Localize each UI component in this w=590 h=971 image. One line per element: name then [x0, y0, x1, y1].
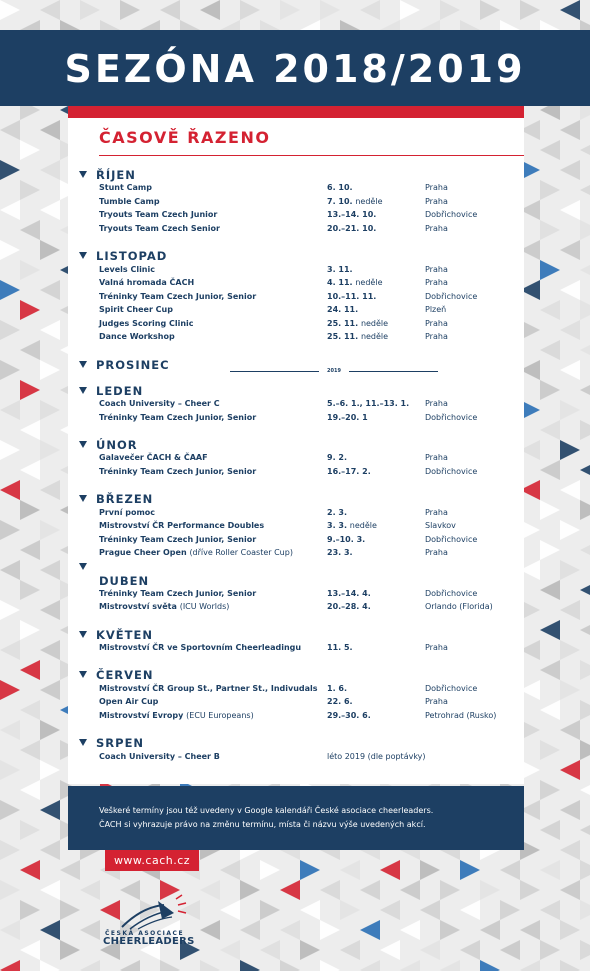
triangle-bullet-icon	[79, 631, 87, 638]
decorative-triangle	[320, 880, 340, 900]
event-row: Mistrovství ČR Group St., Partner St., Indivudals 1. 6. Dobřichovice	[99, 684, 478, 693]
decorative-triangle	[500, 900, 520, 920]
triangle-bullet-icon	[79, 495, 87, 502]
decorative-triangle	[160, 960, 180, 971]
decorative-triangle	[520, 960, 540, 971]
event-row: Tréninky Team Czech Junior, Senior 9.–10. 3. Dobřichovice	[99, 535, 478, 544]
decorative-triangle	[400, 880, 420, 900]
footer-notice	[68, 786, 524, 850]
decorative-triangle	[60, 900, 80, 920]
decorative-triangle	[580, 860, 590, 880]
month-heading-rijen: ŘÍJEN	[79, 168, 136, 182]
decorative-triangle	[520, 920, 540, 940]
decorative-triangle	[40, 720, 60, 740]
cach-logo: ČESKÁ ASOCIACE CHEERLEADERS	[102, 893, 222, 953]
month-heading-brezen: BŘEZEN	[79, 492, 153, 506]
decorative-triangle	[340, 900, 360, 920]
decorative-triangle	[580, 140, 590, 160]
decorative-triangle	[80, 920, 100, 940]
event-row: Valná hromada ČACH 4. 11. neděle Praha	[99, 278, 448, 287]
decorative-triangle	[440, 880, 460, 900]
year-separator-label: 2019	[319, 367, 349, 375]
decorative-triangle	[40, 880, 60, 900]
decorative-triangle	[0, 360, 20, 380]
decorative-triangle	[400, 920, 420, 940]
decorative-triangle	[580, 940, 590, 960]
event-row: První pomoc 2. 3. Praha	[99, 508, 448, 517]
decorative-triangle	[0, 880, 20, 900]
decorative-triangle	[300, 860, 320, 880]
month-heading-prosinec: PROSINEC	[79, 358, 170, 372]
decorative-triangle	[40, 840, 60, 860]
decorative-triangle	[560, 120, 580, 140]
decorative-triangle	[240, 920, 260, 940]
decorative-triangle	[40, 240, 60, 260]
triangle-bullet-icon	[79, 387, 87, 394]
event-row: Prague Cheer Open (dříve Roller Coaster Cup) 23. 3. Praha	[99, 548, 448, 557]
triangle-bullet-icon	[79, 563, 87, 570]
event-row: Galavečer ČACH & ČAAF 9. 2. Praha	[99, 453, 448, 462]
decorative-triangle	[160, 0, 180, 20]
decorative-triangle	[60, 860, 80, 880]
decorative-triangle	[0, 560, 20, 580]
triangle-bullet-icon	[79, 441, 87, 448]
decorative-triangle	[320, 960, 340, 971]
decorative-triangle	[120, 960, 140, 971]
footer-line-1: Veškeré termíny jsou též uvedeny v Google kalendáři České asociace cheerleaders.	[99, 806, 434, 815]
decorative-triangle	[540, 820, 560, 840]
decorative-triangle	[260, 900, 280, 920]
month-heading-cerven: ČERVEN	[79, 668, 154, 682]
decorative-triangle	[420, 860, 440, 880]
event-row: Dance Workshop 25. 11. neděle Praha	[99, 332, 448, 341]
event-row: Stunt Camp 6. 10. Praha	[99, 183, 448, 192]
section-subtitle: ČASOVĚ ŘAZENO	[99, 128, 271, 147]
decorative-triangle	[200, 0, 220, 20]
event-row: Mistrovství ČR ve Sportovním Cheerleadingu 11. 5. Praha	[99, 643, 448, 652]
decorative-triangle	[320, 920, 340, 940]
decorative-triangle	[560, 880, 580, 900]
decorative-triangle	[420, 900, 440, 920]
decorative-triangle	[200, 960, 220, 971]
decorative-triangle	[0, 720, 20, 740]
decorative-triangle	[280, 880, 300, 900]
decorative-triangle	[340, 940, 360, 960]
decorative-triangle	[40, 0, 60, 20]
decorative-triangle	[40, 160, 60, 180]
event-row: Tréninky Team Czech Junior, Senior 13.–14. 4. Dobřichovice	[99, 589, 478, 598]
decorative-triangle	[20, 620, 40, 640]
event-row: Mistrovství světa (ICU Worlds) 20.–28. 4. Orlando (Florida)	[99, 602, 493, 611]
decorative-triangle	[380, 940, 400, 960]
decorative-triangle	[520, 0, 540, 20]
event-row: Tryouts Team Czech Junior 13.–14. 10. Dobřichovice	[99, 210, 478, 219]
event-row: Tryouts Team Czech Senior 20.–21. 10. Praha	[99, 224, 448, 233]
decorative-triangle	[360, 880, 380, 900]
triangle-bullet-icon	[79, 671, 87, 678]
decorative-triangle	[220, 860, 240, 880]
event-row: Mistrovství Evropy (ECU Europeans) 29.–30. 6. Petrohrad (Rusko)	[99, 711, 497, 720]
decorative-triangle	[0, 920, 20, 940]
event-row: Mistrovství ČR Performance Doubles 3. 3. neděle Slavkov	[99, 521, 456, 530]
decorative-triangle	[500, 860, 520, 880]
decorative-triangle	[480, 960, 500, 971]
triangle-bullet-icon	[79, 171, 87, 178]
decorative-triangle	[560, 0, 580, 20]
decorative-triangle	[260, 940, 280, 960]
decorative-triangle	[0, 840, 20, 860]
decorative-triangle	[540, 660, 560, 680]
decorative-triangle	[280, 960, 300, 971]
month-heading-unor: ÚNOR	[79, 438, 138, 452]
decorative-triangle	[360, 920, 380, 940]
decorative-triangle	[0, 800, 20, 820]
decorative-triangle	[20, 140, 40, 160]
event-row: Tréninky Team Czech Junior, Senior 16.–17. 2. Dobřichovice	[99, 467, 478, 476]
decorative-triangle	[540, 940, 560, 960]
event-row: Tumble Camp 7. 10. neděle Praha	[99, 197, 448, 206]
decorative-triangle	[40, 480, 60, 500]
decorative-triangle	[40, 560, 60, 580]
decorative-triangle	[120, 0, 140, 20]
megaphone-logo-icon	[102, 893, 222, 933]
decorative-triangle	[0, 120, 20, 140]
decorative-triangle	[20, 820, 40, 840]
decorative-triangle	[440, 0, 460, 20]
decorative-triangle	[80, 960, 100, 971]
decorative-triangle	[500, 940, 520, 960]
month-heading-duben: DUBEN	[99, 574, 150, 588]
decorative-triangle	[580, 660, 590, 680]
decorative-triangle	[400, 0, 420, 20]
decorative-triangle	[540, 780, 560, 800]
decorative-triangle	[540, 620, 560, 640]
decorative-triangle	[220, 900, 240, 920]
decorative-triangle	[40, 120, 60, 140]
footer-line-2: ČACH si vyhrazuje právo na změnu termínu, místa či názvu výše uvedených akcí.	[99, 820, 426, 829]
event-row: Judges Scoring Clinic 25. 11. neděle Praha	[99, 319, 448, 328]
event-row: Coach University – Cheer C 5.–6. 1., 11.–13. 1. Praha	[99, 399, 448, 408]
decorative-triangle	[560, 240, 580, 260]
decorative-triangle	[20, 660, 40, 680]
decorative-triangle	[20, 900, 40, 920]
decorative-triangle	[40, 920, 60, 940]
event-row: Spirit Cheer Cup 24. 11. Plzeň	[99, 305, 447, 314]
decorative-triangle	[300, 900, 320, 920]
decorative-triangle	[280, 920, 300, 940]
decorative-triangle	[0, 160, 20, 180]
decorative-triangle	[0, 240, 20, 260]
red-accent-band	[68, 106, 524, 118]
decorative-triangle	[440, 960, 460, 971]
decorative-triangle	[360, 0, 380, 20]
decorative-triangle	[540, 860, 560, 880]
decorative-triangle	[520, 880, 540, 900]
decorative-triangle	[40, 360, 60, 380]
decorative-triangle	[20, 940, 40, 960]
triangle-bullet-icon	[79, 252, 87, 259]
decorative-triangle	[480, 880, 500, 900]
header-banner	[0, 30, 590, 106]
decorative-triangle	[220, 940, 240, 960]
month-heading-leden: LEDEN	[79, 384, 143, 398]
event-row: Tréninky Team Czech Junior, Senior 19.–20. 1 Dobřichovice	[99, 413, 478, 422]
decorative-triangle	[540, 900, 560, 920]
decorative-triangle	[420, 940, 440, 960]
decorative-triangle	[0, 0, 20, 20]
decorative-triangle	[280, 0, 300, 20]
decorative-triangle	[580, 620, 590, 640]
decorative-triangle	[80, 880, 100, 900]
decorative-triangle	[460, 900, 480, 920]
decorative-triangle	[400, 960, 420, 971]
decorative-triangle	[360, 960, 380, 971]
decorative-triangle	[260, 860, 280, 880]
subtitle-underline	[99, 155, 524, 156]
decorative-triangle	[440, 920, 460, 940]
decorative-triangle	[480, 920, 500, 940]
month-heading-kveten: KVĚTEN	[79, 628, 153, 642]
decorative-triangle	[580, 780, 590, 800]
decorative-triangle	[340, 860, 360, 880]
decorative-triangle	[560, 160, 580, 180]
decorative-triangle	[480, 0, 500, 20]
decorative-triangle	[560, 960, 580, 971]
event-row: Coach University – Cheer B léto 2019 (dle poptávky)	[99, 752, 426, 761]
decorative-triangle	[560, 800, 580, 820]
triangle-bullet-icon	[79, 361, 87, 368]
decorative-triangle	[20, 860, 40, 880]
decorative-triangle	[560, 560, 580, 580]
decorative-triangle	[0, 480, 20, 500]
decorative-triangle	[60, 940, 80, 960]
decorative-triangle	[560, 840, 580, 860]
decorative-triangle	[320, 0, 340, 20]
decorative-triangle	[460, 860, 480, 880]
decorative-triangle	[560, 480, 580, 500]
month-heading-listopad: LISTOPAD	[79, 249, 167, 263]
decorative-triangle	[240, 880, 260, 900]
month-heading-srpen: SRPEN	[79, 736, 144, 750]
decorative-triangle	[460, 940, 480, 960]
decorative-triangle	[580, 900, 590, 920]
decorative-triangle	[20, 780, 40, 800]
event-row: Open Air Cup 22. 6. Praha	[99, 697, 448, 706]
page-title: SEZÓNA 2018/2019	[64, 47, 526, 91]
event-row: Tréninky Team Czech Junior, Senior 10.–11. 11. Dobřichovice	[99, 292, 478, 301]
website-link[interactable]: www.cach.cz	[105, 850, 199, 871]
triangle-bullet-icon	[79, 739, 87, 746]
decorative-triangle	[40, 800, 60, 820]
decorative-triangle	[300, 940, 320, 960]
decorative-triangle	[0, 960, 20, 971]
event-row: Levels Clinic 3. 11. Praha	[99, 265, 448, 274]
decorative-triangle	[240, 0, 260, 20]
decorative-triangle	[240, 960, 260, 971]
decorative-triangle	[580, 820, 590, 840]
decorative-triangle	[560, 360, 580, 380]
decorative-triangle	[560, 720, 580, 740]
decorative-triangle	[80, 0, 100, 20]
decorative-triangle	[540, 140, 560, 160]
decorative-triangle	[40, 960, 60, 971]
decorative-triangle	[380, 860, 400, 880]
decorative-triangle	[560, 920, 580, 940]
decorative-triangle	[380, 900, 400, 920]
